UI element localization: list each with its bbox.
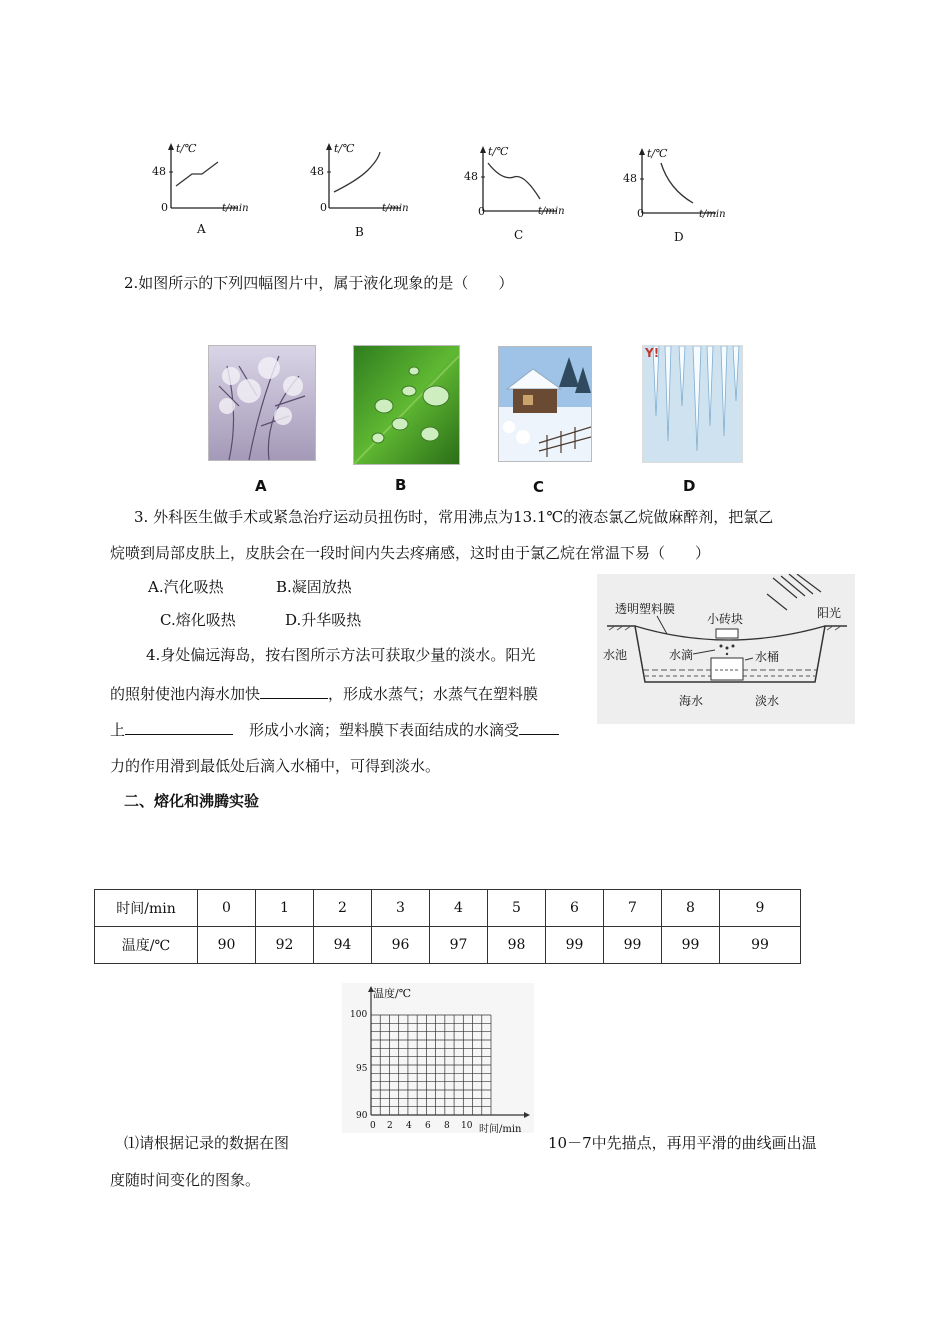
option-a: A.汽化吸热 bbox=[148, 578, 224, 596]
frost-tree-image bbox=[209, 346, 315, 460]
leaf-droplets-image bbox=[354, 346, 459, 464]
answer-blank-1[interactable] bbox=[260, 683, 328, 699]
table-row-temp bbox=[95, 927, 801, 964]
graph-b-label: B bbox=[355, 225, 364, 239]
question-4-line3 bbox=[110, 719, 559, 740]
section-2-title: 二、熔化和沸腾实验 bbox=[124, 792, 260, 810]
graph-b-xlabel: t/min bbox=[382, 203, 409, 214]
graph-b-origin: 0 bbox=[320, 201, 327, 214]
table-cell: 90 bbox=[198, 927, 256, 964]
graph-b-48: 48 bbox=[310, 165, 324, 178]
photo-c-label: C bbox=[533, 478, 545, 496]
grid-y90: 90 bbox=[356, 1111, 368, 1121]
answer-blank-2[interactable] bbox=[125, 719, 233, 735]
graph-a-48: 48 bbox=[152, 165, 166, 178]
table-cell: 97 bbox=[430, 927, 488, 964]
label-bucket: 水桶 bbox=[755, 650, 780, 664]
photo-d-icicles bbox=[642, 345, 743, 463]
photo-a-label: A bbox=[255, 477, 267, 495]
graph-a-origin: 0 bbox=[161, 201, 168, 214]
label-film: 透明塑料膜 bbox=[615, 602, 676, 616]
option-d: D.升华吸热 bbox=[285, 611, 362, 629]
question-2: 2.如图所示的下列四幅图片中，属于液化现象的是（ ） bbox=[124, 274, 514, 292]
label-brick: 小砖块 bbox=[707, 612, 744, 626]
label-sea: 海水 bbox=[679, 694, 704, 708]
table-cell: 1 bbox=[256, 890, 314, 927]
graph-c bbox=[462, 143, 577, 243]
table-cell: 5 bbox=[488, 890, 546, 927]
table-cell: 94 bbox=[314, 927, 372, 964]
table-cell: 2 bbox=[314, 890, 372, 927]
graph-d-origin: 0 bbox=[637, 207, 644, 220]
blank-plot-grid bbox=[342, 983, 534, 1133]
graph-c-48: 48 bbox=[464, 170, 478, 183]
question-last-line2: 度随时间变化的图象。 bbox=[110, 1171, 261, 1189]
option-c: C.熔化吸热 bbox=[160, 611, 236, 629]
photo-c-snow-cabin bbox=[498, 346, 592, 462]
label-drop: 水滴 bbox=[669, 648, 694, 662]
grid-xtick: 8 bbox=[444, 1121, 450, 1131]
grid-y95: 95 bbox=[356, 1064, 368, 1074]
label-fresh: 淡水 bbox=[755, 694, 780, 708]
grid-ylabel: 温度/℃ bbox=[373, 987, 412, 1000]
grid-xlabel: 时间/min bbox=[479, 1124, 522, 1135]
graph-c-label: C bbox=[514, 228, 524, 242]
option-b: B.凝固放热 bbox=[276, 578, 352, 596]
question-4-line2 bbox=[110, 683, 538, 704]
photo-a-frost-tree bbox=[208, 345, 316, 461]
table-cell: 99 bbox=[546, 927, 604, 964]
question-3-line1: 3. 外科医生做手术或紧急治疗运动员扭伤时，常用沸点为13.1℃的液态氯乙烷做麻醉剂，把氯乙 bbox=[134, 508, 774, 526]
grid-xtick: 6 bbox=[425, 1121, 431, 1131]
desalination-diagram bbox=[597, 574, 855, 724]
graph-a-label: A bbox=[197, 222, 206, 236]
graph-d-xlabel: t/min bbox=[699, 209, 726, 220]
question-4-line3b: 形成小水滴；塑料膜下表面结成的水滴受 bbox=[249, 721, 520, 739]
table-cell: 99 bbox=[662, 927, 720, 964]
graph-d bbox=[621, 145, 736, 245]
grid-svg bbox=[342, 983, 534, 1133]
table-header-time: 时间/min bbox=[95, 890, 198, 927]
question-4-line2b: ，形成水蒸气；水蒸气在塑料膜 bbox=[328, 685, 539, 703]
answer-blank-3[interactable] bbox=[519, 719, 559, 735]
icicles-image bbox=[643, 346, 742, 462]
table-cell: 96 bbox=[372, 927, 430, 964]
grid-xtick: 2 bbox=[387, 1121, 393, 1131]
question-4-line4: 力的作用滑到最低处后滴入水桶中，可得到淡水。 bbox=[110, 757, 441, 775]
graph-b-ylabel: t/℃ bbox=[334, 142, 355, 155]
question-3-line2: 烷喷到局部皮肤上，皮肤会在一段时间内失去疼痛感，这时由于氯乙烷在常温下易（ ） bbox=[110, 544, 711, 562]
photo-b-leaf-droplets bbox=[353, 345, 460, 465]
graph-d-48: 48 bbox=[623, 172, 637, 185]
graph-b bbox=[308, 140, 418, 240]
table-cell: 8 bbox=[662, 890, 720, 927]
question-last-part2: 10－7中先描点，再用平滑的曲线画出温 bbox=[548, 1134, 817, 1152]
photo-b-label: B bbox=[395, 476, 407, 494]
desalination-drawing bbox=[597, 574, 855, 724]
icicles-corner-mark: Y! bbox=[645, 346, 660, 360]
table-cell: 7 bbox=[604, 890, 662, 927]
grid-xtick: 0 bbox=[370, 1121, 376, 1131]
label-sun: 阳光 bbox=[817, 606, 842, 620]
table-cell: 4 bbox=[430, 890, 488, 927]
table-header-temp: 温度/℃ bbox=[95, 927, 198, 964]
graph-a-xlabel: t/min bbox=[222, 203, 249, 214]
graph-a bbox=[150, 140, 260, 240]
table-cell: 9 bbox=[720, 890, 801, 927]
snow-cabin-image bbox=[499, 347, 591, 461]
table-cell: 99 bbox=[604, 927, 662, 964]
photo-d-label: D bbox=[683, 477, 696, 495]
question-last-part1: ⑴请根据记录的数据在图 bbox=[124, 1134, 290, 1152]
table-cell: 3 bbox=[372, 890, 430, 927]
question-4-line1: 4.身处偏远海岛，按右图所示方法可获取少量的淡水。阳光 bbox=[146, 646, 536, 664]
question-4-line2a: 的照射使池内海水加快 bbox=[110, 685, 261, 703]
graph-a-ylabel: t/℃ bbox=[176, 142, 197, 155]
graph-d-ylabel: t/℃ bbox=[647, 147, 668, 160]
graph-c-ylabel: t/℃ bbox=[488, 145, 509, 158]
table-cell: 99 bbox=[720, 927, 801, 964]
table-cell: 6 bbox=[546, 890, 604, 927]
graph-d-label: D bbox=[674, 230, 684, 244]
table-cell: 92 bbox=[256, 927, 314, 964]
table-row-time bbox=[95, 890, 801, 927]
data-table bbox=[94, 889, 801, 964]
question-4-line3a: 上 bbox=[110, 721, 126, 739]
table-cell: 0 bbox=[198, 890, 256, 927]
graph-c-origin: 0 bbox=[478, 205, 485, 218]
graph-c-xlabel: t/min bbox=[538, 206, 565, 217]
label-pool: 水池 bbox=[603, 648, 628, 662]
grid-xtick: 4 bbox=[406, 1121, 412, 1131]
grid-xtick: 10 bbox=[461, 1121, 473, 1131]
table-cell: 98 bbox=[488, 927, 546, 964]
grid-y100: 100 bbox=[350, 1010, 368, 1020]
